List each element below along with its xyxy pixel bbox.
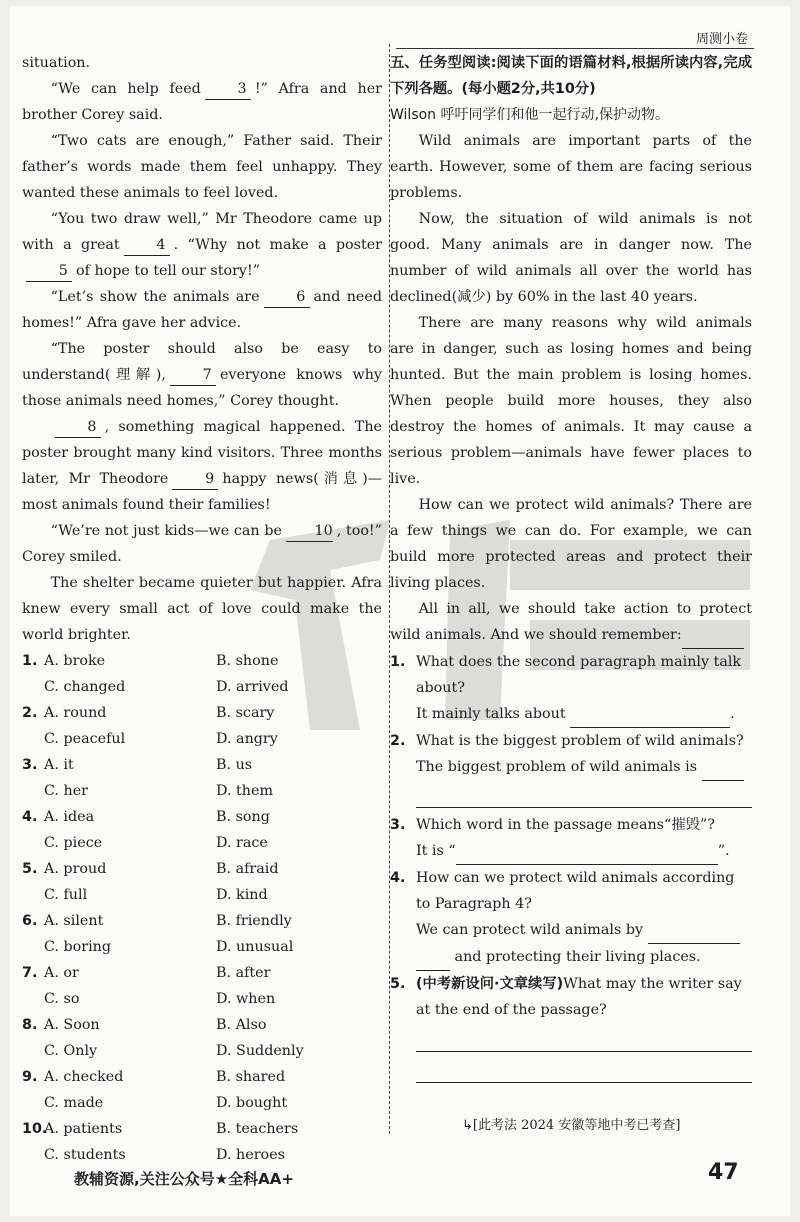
question-number: 2.	[22, 705, 38, 721]
option-row	[22, 830, 382, 856]
question-number: 8.	[22, 1017, 38, 1033]
blank-7[interactable]: 7	[170, 365, 216, 386]
option-c[interactable]: C. boring	[44, 939, 112, 955]
option-row	[22, 986, 382, 1012]
option-b[interactable]: B. scary	[216, 705, 275, 721]
options-list	[22, 648, 382, 1168]
option-d[interactable]: D. heroes	[216, 1147, 285, 1163]
question-number: 1.	[22, 653, 38, 669]
option-row	[22, 778, 382, 804]
answer-input-5a[interactable]	[416, 1029, 752, 1052]
reading-paragraph: There are many reasons why wild animals are in danger, such as losing homes and being hunted. But the main problem is losing homes. When people build more houses, they also destroy the homes of animals. It may cause a serious problem—animals have fewer places to live.	[390, 315, 752, 487]
answer-input-4b[interactable]	[416, 944, 450, 971]
option-c[interactable]: C. piece	[44, 835, 103, 851]
option-c[interactable]: C. changed	[44, 679, 126, 695]
answer-input-1[interactable]	[570, 701, 730, 728]
question-number: 5.	[22, 861, 38, 877]
left-column	[22, 50, 382, 1168]
header-rule	[396, 48, 754, 49]
option-d[interactable]: D. angry	[216, 731, 278, 747]
blank-8[interactable]: 8	[55, 417, 101, 438]
reading-paragraph: All in all, we should take action to protect wild animals. And we should remember:	[390, 596, 752, 649]
question-2: 2. What is the biggest problem of wild animals?	[390, 733, 744, 749]
question-1: 1. What does the second paragraph mainly talk about?	[390, 654, 742, 696]
passage-paragraph: “You two draw well,” Mr Theodore came up with a great 4 . “Why not make a poster 5 of hope to tell our story!”	[22, 206, 382, 284]
option-row	[22, 804, 382, 830]
option-d[interactable]: D. when	[216, 991, 276, 1007]
option-a[interactable]: A. round	[44, 705, 107, 721]
option-row	[22, 700, 382, 726]
option-a[interactable]: A. proud	[44, 861, 107, 877]
option-c[interactable]: C. her	[44, 783, 89, 799]
option-row	[22, 1142, 382, 1168]
footer-text: 教辅资源,关注公众号★全科AA+	[74, 1170, 294, 1188]
option-b[interactable]: B. us	[216, 757, 253, 773]
option-c[interactable]: C. so	[44, 991, 80, 1007]
option-d[interactable]: D. bought	[216, 1095, 288, 1111]
question-number: 3.	[22, 757, 38, 773]
passage-line: situation.	[22, 55, 91, 71]
reading-paragraph: How can we protect wild animals? There are a few things we can do. For example, we can build more protected areas and protect their living places.	[390, 497, 752, 591]
answer-input-4[interactable]	[648, 917, 740, 944]
header-label: 周测小卷	[695, 32, 748, 47]
option-b[interactable]: B. teachers	[216, 1121, 299, 1137]
option-row	[22, 1090, 382, 1116]
option-b[interactable]: B. shone	[216, 653, 279, 669]
answer-line-3: It is “ ”.	[390, 838, 752, 865]
option-c[interactable]: C. full	[44, 887, 88, 903]
passage-paragraph: The shelter became quieter but happier. Afra knew every small act of love could make the world brighter.	[22, 575, 382, 643]
option-b[interactable]: B. song	[216, 809, 270, 825]
question-5: 5. (中考新设问·文章续写)What may the writer say at the end of the passage?	[390, 976, 742, 1018]
option-row	[22, 1038, 382, 1064]
blank-5[interactable]: 5	[26, 261, 72, 282]
option-row	[22, 1116, 382, 1142]
passage-paragraph: “We’re not just kids—we can be 10 , too!” Corey smiled.	[22, 523, 382, 565]
answer-line-4: We can protect wild animals by	[390, 917, 752, 944]
option-a[interactable]: A. silent	[44, 913, 104, 929]
option-d[interactable]: D. kind	[216, 887, 268, 903]
section-intro: Wilson 呼吁同学们和他一起行动,保护动物。	[390, 107, 669, 123]
blank-10[interactable]: 10	[286, 521, 333, 542]
option-a[interactable]: A. checked	[44, 1069, 124, 1085]
passage-paragraph: “Two cats are enough,” Father said. Their father’s words made them feel unhappy. They wanted these animals to feel loved.	[22, 133, 382, 201]
passage-paragraph: “We can help feed 3 !” Afra and her brother Corey said.	[22, 81, 382, 123]
option-b[interactable]: B. afraid	[216, 861, 279, 877]
option-a[interactable]: A. Soon	[44, 1017, 100, 1033]
passage-paragraph: 8 , something magical happened. The poster brought many kind visitors. Three months later, Mr Theodore 9 happy news(消息)— most animals found their families!	[22, 419, 382, 513]
option-row	[22, 1012, 382, 1038]
option-d[interactable]: D. Suddenly	[216, 1043, 304, 1059]
option-row	[22, 908, 382, 934]
option-b[interactable]: B. Also	[216, 1017, 267, 1033]
option-d[interactable]: D. them	[216, 783, 274, 799]
blank-6[interactable]: 6	[264, 287, 310, 308]
option-d[interactable]: D. race	[216, 835, 268, 851]
exam-note: ↳[此考法 2024 安徽等地中考已考查]	[462, 1118, 681, 1133]
option-b[interactable]: B. after	[216, 965, 271, 981]
option-a[interactable]: A. it	[44, 757, 74, 773]
question-number: 6.	[22, 913, 38, 929]
option-row	[22, 960, 382, 986]
option-a[interactable]: A. patients	[44, 1121, 123, 1137]
option-a[interactable]: A. broke	[44, 653, 106, 669]
question-3: 3. Which word in the passage means“摧毁”?	[390, 817, 715, 833]
passage-paragraph: “Let’s show the animals are 6 and need homes!” Afra gave her advice.	[22, 289, 382, 331]
blank-9[interactable]: 9	[172, 469, 218, 490]
question-number: 4.	[22, 809, 38, 825]
option-row	[22, 648, 382, 674]
reading-paragraph: Wild animals are important parts of the earth. However, some of them are facing serious problems.	[390, 133, 752, 201]
blank-3[interactable]: 3	[205, 79, 251, 100]
option-c[interactable]: C. made	[44, 1095, 104, 1111]
option-row	[22, 856, 382, 882]
question-4: 4. How can we protect wild animals according to Paragraph 4?	[390, 870, 735, 912]
answer-blank[interactable]	[682, 622, 744, 649]
right-column	[390, 50, 752, 1083]
option-c[interactable]: C. students	[44, 1147, 126, 1163]
option-row	[22, 726, 382, 752]
option-b[interactable]: B. friendly	[216, 913, 292, 929]
answer-input-5b[interactable]	[416, 1060, 752, 1083]
answer-line-2: The biggest problem of wild animals is	[390, 754, 752, 781]
blank-4[interactable]: 4	[124, 235, 170, 256]
question-number: 9.	[22, 1069, 38, 1085]
answer-input-2[interactable]	[702, 754, 744, 781]
passage-paragraph: “The poster should also be easy to understand(理解), 7 everyone knows why those animals need homes,” Corey thought.	[22, 341, 382, 409]
reading-paragraph: Now, the situation of wild animals is not good. Many animals are in danger now. The number of wild animals all over the world has declined(减少) by 60% in the last 40 years.	[390, 211, 752, 305]
arrow-icon: ↳	[462, 1118, 473, 1133]
option-row	[22, 882, 382, 908]
option-row	[22, 934, 382, 960]
answer-input-2b[interactable]	[416, 785, 752, 808]
section-title: 五、任务型阅读:阅读下面的语篇材料,根据所读内容,完成下列各题。(每小题2分,共10分)	[390, 55, 752, 97]
option-b[interactable]: B. shared	[216, 1069, 286, 1085]
option-row	[22, 1064, 382, 1090]
option-c[interactable]: C. peaceful	[44, 731, 126, 747]
page-number: 47	[708, 1160, 739, 1185]
option-c[interactable]: C. Only	[44, 1043, 98, 1059]
answer-line-1: It mainly talks about .	[390, 701, 752, 728]
answer-line-4b: and protecting their living places.	[390, 944, 752, 971]
question-number: 7.	[22, 965, 38, 981]
answer-input-3[interactable]	[456, 838, 718, 865]
option-d[interactable]: D. unusual	[216, 939, 294, 955]
question-number: 10.	[22, 1121, 48, 1137]
option-row	[22, 674, 382, 700]
option-d[interactable]: D. arrived	[216, 679, 289, 695]
option-row	[22, 752, 382, 778]
option-a[interactable]: A. idea	[44, 809, 95, 825]
option-a[interactable]: A. or	[44, 965, 79, 981]
